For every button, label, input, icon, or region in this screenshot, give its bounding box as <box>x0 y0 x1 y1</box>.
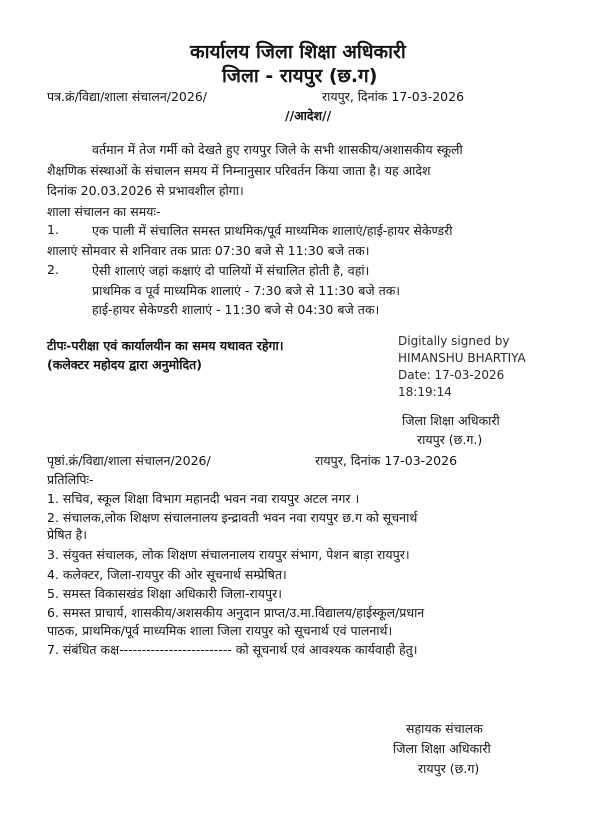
item-2-number: 2. <box>47 262 59 277</box>
signatory-place: रायपुर (छ.ग) <box>418 761 480 776</box>
digital-signature-line-4: 18:19:14 <box>398 385 452 399</box>
copy-item-7: 7. संबंधित कक्ष------------------------- को सूचनार्थ एवं आवश्यक कार्यवाही हेतु। <box>47 642 418 657</box>
endorsement-ref-number: पृष्ठां.क्रं/विद्या/शाला संचालन/2026/ <box>47 453 211 468</box>
copy-item-5: 5. समस्त विकासखंड शिक्षा अधिकारी जिला-रायपुर। <box>47 586 282 601</box>
note-line-2: (कलेक्टर महोदय द्वारा अनुमोदित) <box>47 357 202 372</box>
letter-ref-number: पत्र.क्रं/विद्या/शाला संचालन/2026/ <box>47 89 207 104</box>
copy-item-4: 4. कलेक्टर, जिला-रायपुर की ओर सूचनार्थ सम्प्रेषित। <box>47 567 287 582</box>
schedule-heading: शाला संचालन का समयः- <box>47 204 161 219</box>
digital-signature-line-3: Date: 17-03-2026 <box>398 368 505 382</box>
district-title: जिला - रायपुर (छ.ग) <box>222 65 378 87</box>
item-1-line-1: एक पाली में संचालित समस्त प्राथमिक/पूर्व माध्यमिक शालाएं/हाई-हायर सेकेण्डरी <box>92 223 453 238</box>
body-para-line-3: दिनांक 20.03.2026 से प्रभावशील होगा। <box>47 183 244 198</box>
copy-item-2-line-2: प्रेषित है। <box>47 527 88 542</box>
copy-item-6-line-2: पाठक, प्राथमिक/पूर्व माध्यमिक शाला जिला रायपुर को सूचनार्थ एवं पालनार्थ। <box>47 623 393 638</box>
officer-title: जिला शिक्षा अधिकारी <box>402 413 500 428</box>
item-1-number: 1. <box>47 222 59 237</box>
copy-item-3: 3. संयुक्त संचालक, लोक शिक्षण संचालनालय रायपुर संभाग, पेशन बाड़ा रायपुर। <box>47 547 410 562</box>
copy-item-1: 1. सचिव, स्कूल शिक्षा विभाग महानदी भवन नवा रायपुर अटल नगर । <box>47 491 360 506</box>
body-para-line-1: वर्तमान में तेज गर्मी को देखते हुए रायपुर जिले के सभी शासकीय/अशासकीय स्कूली <box>92 142 463 157</box>
officer-place: रायपुर (छ.ग.) <box>417 432 483 447</box>
item-1-line-2: शालाएं सोमवार से शनिवार तक प्रातः 07:30 बजे से 11:30 बजे तक। <box>47 243 370 258</box>
endorsement-place-date: रायपुर, दिनांक 17-03-2026 <box>315 453 458 468</box>
item-2-line-1: ऐसी शालाएं जहां कक्षाएं दो पालियों में संचालित होती है, वहां। <box>92 263 370 278</box>
office-title: कार्यालय जिला शिक्षा अधिकारी <box>190 41 406 63</box>
item-2-line-2: प्राथमिक व पूर्व माध्यमिक शालाएं - 7:30 बजे से 11:30 बजे तक। <box>92 283 401 298</box>
digital-signature-line-1: Digitally signed by <box>398 334 510 348</box>
copy-item-6-line-1: 6. समस्त प्राचार्य, शासकीय/अशसकीय अनुदान प्राप्त/उ.मा.विद्यालय/हाईस्कूल/प्रधान <box>47 605 425 620</box>
body-para-line-2: शैक्षणिक संस्थाओं के संचालन समय में निम्नानुसार परिवर्तन किया जाता है। यह आदेश <box>47 163 431 178</box>
copy-to-heading: प्रतिलिपिः- <box>47 472 94 487</box>
digital-signature-line-2: HIMANSHU BHARTIYA <box>398 351 526 365</box>
signatory-office: जिला शिक्षा अधिकारी <box>393 741 491 756</box>
note-line-1: टीपः-परीक्षा एवं कार्यालयीन का समय यथावत रहेगा। <box>47 338 284 353</box>
copy-item-2-line-1: 2. संचालक,लोक शिक्षण संचालनालय इन्द्रावती भवन नवा रायपुर छ.ग को सूचनार्थ <box>47 510 418 525</box>
letter-place-date: रायपुर, दिनांक 17-03-2026 <box>322 89 465 104</box>
order-title: //आदेश// <box>285 108 332 123</box>
signatory-designation: सहायक संचालक <box>406 721 483 736</box>
item-2-line-3: हाई-हायर सेकेण्डरी शालाएं - 11:30 बजे से 04:30 बजे तक। <box>92 302 380 317</box>
